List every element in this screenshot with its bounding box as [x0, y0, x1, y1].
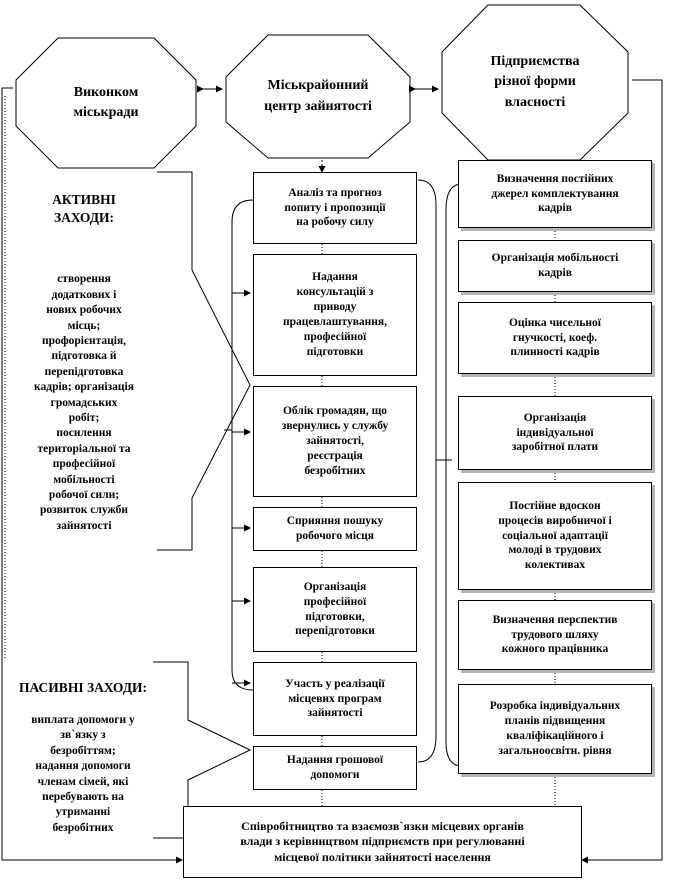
enterprise-item-6: Визначення перспектив трудового шляху кожного працівника [458, 600, 652, 670]
passive-measures-title: ПАСИВНІ ЗАХОДИ: [18, 680, 147, 696]
center-item-1: Аналіз та прогноз попиту і пропозиції на робочу силу [253, 172, 417, 244]
center-item-6: Участь у реалізації місцевих програм зайнятості [253, 662, 417, 736]
enterprise-item-7: Розробка індивідуальних планів підвищення кваліфікаційного і загальноосвітн. рівня [458, 684, 652, 774]
enterprise-item-2: Організація мобільності кадрів [458, 240, 652, 292]
center-item-5: Організація професійної підготовки, перепідготовки [253, 567, 417, 652]
center-item-3: Облік громадян, що звернулись у службу зайнятості, реєстрація безробітних [253, 386, 417, 497]
active-measures [14, 176, 154, 534]
cooperation-box: Співробітництво та взаємозв`язки місцевих органів влади з керівництвом підприємств при регулюванні місцевої політики зайнятості населення [183, 806, 582, 878]
active-measures-body: створення додаткових і нових робочих місць; профорієнтація, підготовка й перепідготовка кадрів; організація громадських робіт; посилення територіальної та професійної мобільності робочої сили; розвиток служби зайнятості [34, 273, 134, 532]
center-label: Міськрайонний центр зайнятості [264, 78, 372, 114]
enterprise-item-3: Оцінка чисельної гнучкості, коеф. плинності кадрів [458, 302, 652, 374]
center-item-2: Надання консультацій з приводу працевлаштування, професійної підготовки [253, 254, 417, 376]
enterprise-item-1: Визначення постійних джерел комплектування кадрів [458, 160, 652, 228]
center-item-4: Сприяння пошуку робочого місця [253, 507, 417, 551]
enterprise-item-5: Постійне вдоскон процесів виробничої і соціальної адаптації молоді в трудових колективах [458, 482, 652, 590]
passive-measures-body: виплата допомоги у зв`язку з безробіттям; надання допомоги членам сімей, які перебувають на утриманні безробітних [31, 713, 135, 834]
center-item-7: Надання грошової допомоги [253, 746, 417, 790]
active-measures-title: АКТИВНІ ЗАХОДИ: [52, 192, 116, 226]
passive-measures [12, 664, 154, 836]
vykonkom-label: Виконком міськради [73, 84, 139, 120]
enterprise-item-4: Організація індивідуальної заробітної плати [458, 396, 652, 470]
active-callout [157, 172, 250, 550]
enterprises-label: Підприємства різної форми власності [490, 54, 580, 110]
